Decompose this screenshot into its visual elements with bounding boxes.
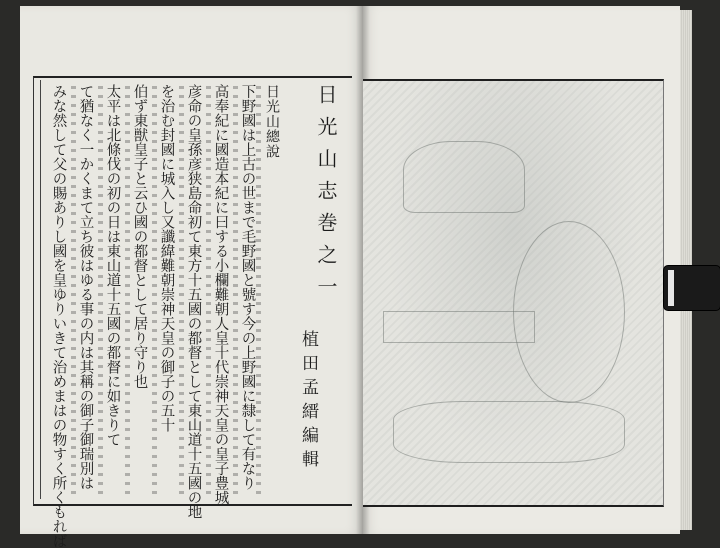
furigana-strip [125, 86, 130, 496]
furigana-strip [152, 86, 157, 496]
illustration-hill [393, 401, 625, 463]
illustration-plate [363, 79, 664, 507]
body-column: て猶なく一かくまて立ち彼はゆる事の内は其稱の御子御瑞別は [77, 84, 94, 490]
body-column: 太平は北條伐の初の日は東山道十五國の都督に如きりて [104, 84, 121, 447]
body-column: みな然して父の賜ありし國を皇ゆりいきて治めまはの物すく所くもれば [50, 84, 67, 548]
illustration-roof [403, 141, 525, 213]
frame-rule [40, 80, 41, 499]
body-column: 伯ず東獣皇子と云ひ國の都督として居り守り也 [131, 84, 148, 389]
bookmark-edge [668, 270, 674, 306]
body-column: 彦命の皇孫彦狭島命初て東方十五國の都督として東山道十五國の地 [185, 84, 202, 519]
furigana-strip [233, 86, 238, 496]
body-column: を治む封國に城入し又讖緯難朝崇神天皇の御子の五十 [158, 84, 175, 432]
illustration-tree [513, 221, 625, 403]
furigana-strip [71, 86, 76, 496]
furigana-strip [206, 86, 211, 496]
furigana-strip [98, 86, 103, 496]
body-column: 高奉紀に國造本紀に曰する小欄難朝人皇十代崇神天皇の皇子豊城 [212, 84, 229, 505]
furigana-strip [256, 86, 261, 496]
book-title: 日光山志巻之一 [314, 84, 338, 308]
section-heading: 日光山總說 [264, 84, 280, 159]
furigana-strip [179, 86, 184, 496]
body-column: 下野國は上古の世まで毛野國と號す今の上野國に隸して有なり [239, 84, 256, 490]
book-author: 植田孟縉編輯 [298, 330, 318, 474]
